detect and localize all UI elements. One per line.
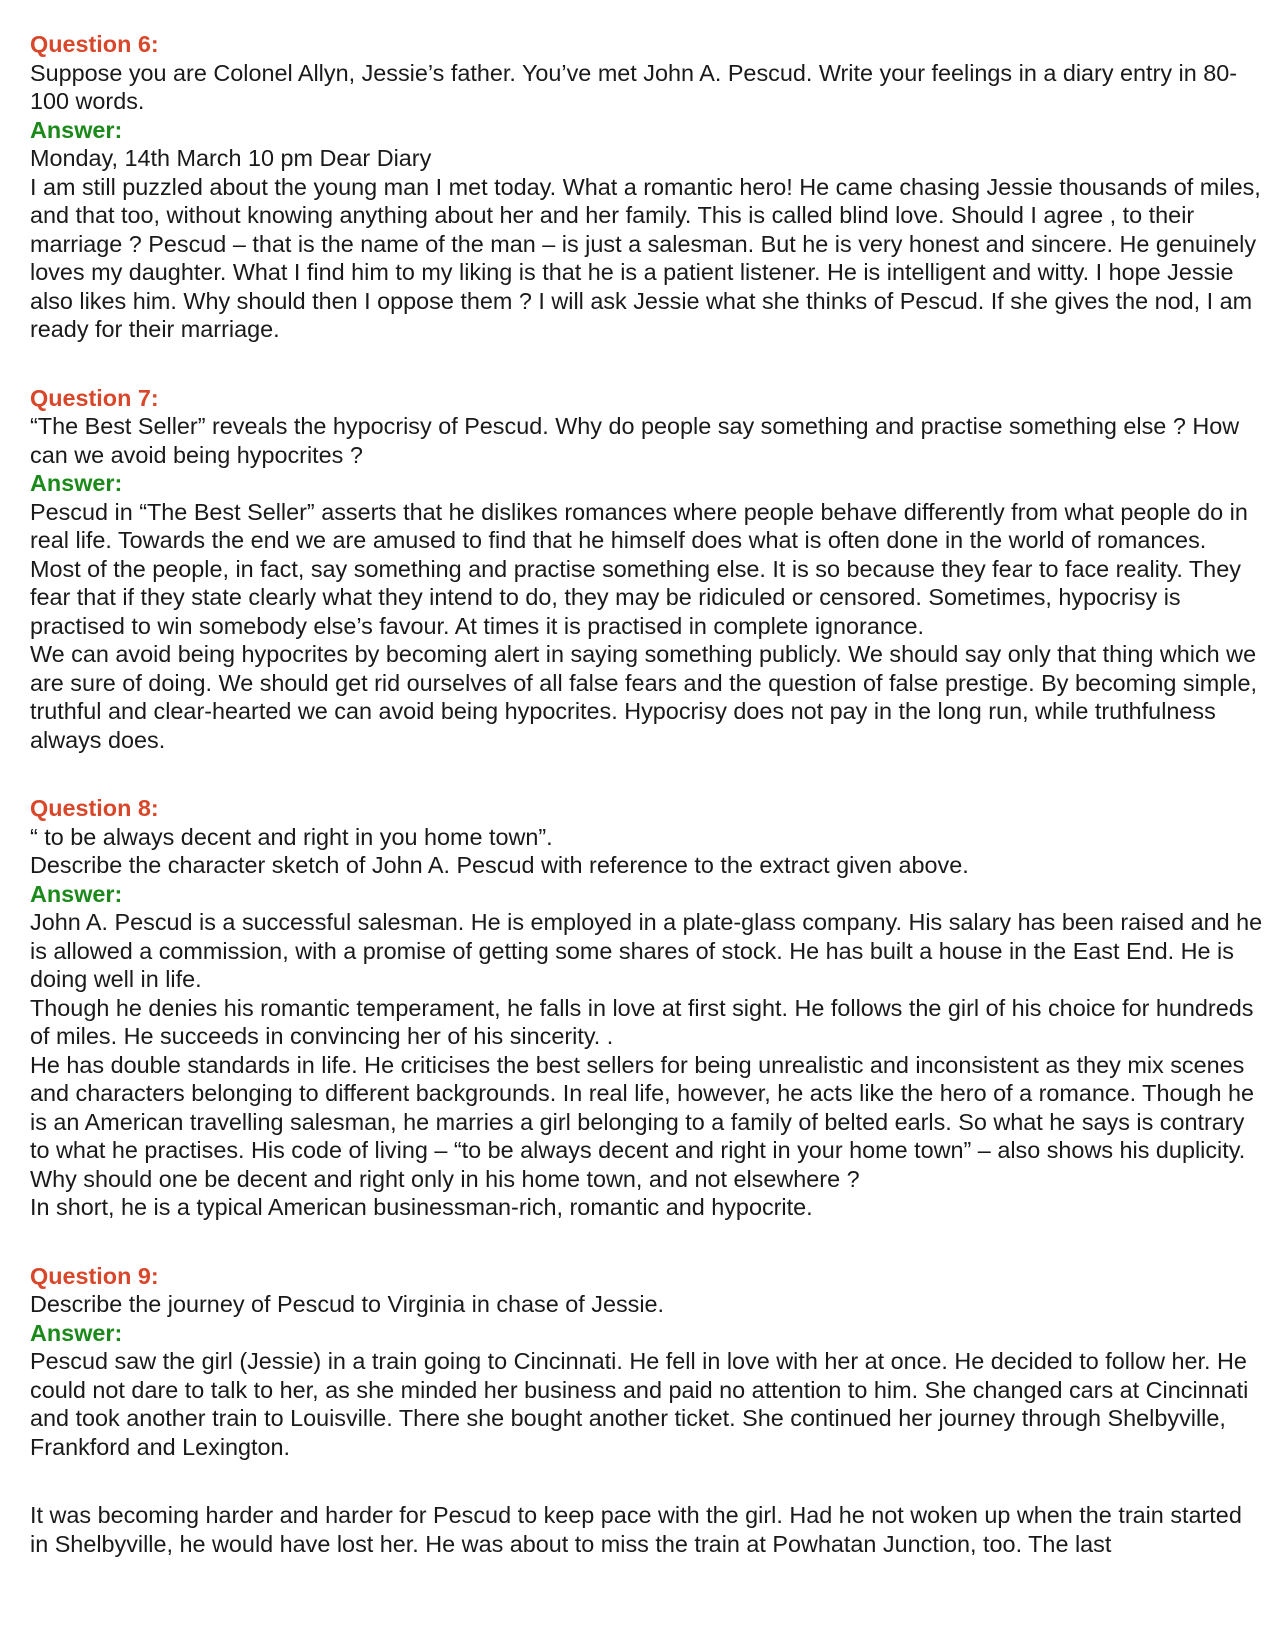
answer-paragraph: Monday, 14th March 10 pm Dear Diary xyxy=(30,145,432,171)
question-text: Suppose you are Colonel Allyn, Jessie’s father. You’ve met John A. Pescud. Write your feelings in a diary entry in 80-100 words. xyxy=(30,59,1238,114)
question-block-9 xyxy=(30,1262,1265,1559)
answer-paragraph: I am still puzzled about the young man I met today. What a romantic hero! He came chasing Jessie thousands of miles, and that too, without knowing anything about her and her family. This is called blind love. Should I agree , to their marriage ? Pescud – that is the name of the man – is just a salesman. But he is very honest and sincere. He genuinely loves my daughter. What I find him to my liking is that he is a patient listener. He is intelligent and witty. I hope Jessie also likes him. Why should then I oppose them ? I will ask Jessie what she thinks of Pescud. If she gives the nod, I am ready for their marriage. xyxy=(30,173,1268,342)
document-page xyxy=(30,30,1269,1558)
paragraph-spacer xyxy=(30,1461,1265,1501)
answer-paragraph: Most of the people, in fact, say something and practise something else. It is so because they fear to face reality. They fear that if they state clearly what they intend to do, they may be ridiculed or censored. Sometimes, hypocrisy is practised to win somebody else’s favour. At times it is practised in complete ignorance. xyxy=(30,555,1248,639)
answer-paragraph: Pescud in “The Best Seller” asserts that he dislikes romances where people behave differently from what people do in real life. Towards the end we are amused to find that he himself does what is often done in the world of romances. xyxy=(30,498,1255,553)
question-label: Question 7: xyxy=(30,384,159,411)
section-spacer xyxy=(30,344,1265,384)
answer-label: Answer: xyxy=(30,116,123,143)
answer-label: Answer: xyxy=(30,880,123,907)
answer-paragraph: In short, he is a typical American businessman-rich, romantic and hypocrite. xyxy=(30,1194,813,1220)
section-spacer xyxy=(30,1222,1265,1262)
question-text: “The Best Seller” reveals the hypocrisy of Pescud. Why do people say something and practise something else ? How can we avoid being hypocrites ? xyxy=(30,413,1246,468)
question-text: “ to be always decent and right in you home town”. xyxy=(30,823,553,850)
question-block-6 xyxy=(30,30,1268,344)
question-label: Question 6: xyxy=(30,31,159,57)
question-block-8 xyxy=(30,794,1269,1222)
answer-paragraph: John A. Pescud is a successful salesman. He is employed in a plate-glass company. His salary has been raised and he is allowed a commission, with a promise of getting some shares of stock. He has built a house in the East End. He is doing well in life. xyxy=(30,909,1269,992)
answer-label: Answer: xyxy=(30,1319,123,1346)
question-label: Question 9: xyxy=(30,1262,159,1289)
answer-label: Answer: xyxy=(30,470,123,496)
question-text: Describe the journey of Pescud to Virginia in chase of Jessie. xyxy=(30,1291,665,1317)
answer-paragraph: He has double standards in life. He criticises the best sellers for being unrealistic and inconsistent as they mix scenes and characters belonging to different backgrounds. In real life, however, he acts like the hero of a romance. Though he is an American travelling salesman, he marries a girl belonging to a family of belted earls. So what he says is contrary to what he practises. His code of living – “to be always decent and right in your home town” – also shows his duplicity. Why should one be decent and right only in his home town, and not elsewhere ? xyxy=(30,1051,1261,1192)
question-text: Describe the character sketch of John A. Pescud with reference to the extract given above. xyxy=(30,852,969,878)
section-spacer xyxy=(30,754,1265,794)
answer-paragraph: We can avoid being hypocrites by becoming alert in saying something publicly. We should say only that thing which we are sure of doing. We should get rid ourselves of all false fears and the question of false prestige. By becoming simple, truthful and clear-hearted we can avoid being hypocrites. Hypocrisy does not pay in the long run, while truthfulness always does. xyxy=(30,641,1264,753)
question-block-7 xyxy=(30,384,1265,755)
answer-paragraph: It was becoming harder and harder for Pescud to keep pace with the girl. Had he not woken up when the train started in Shelbyville, he would have lost her. He was about to miss the train at Powhatan Junction, too. The last xyxy=(30,1502,1249,1557)
question-label: Question 8: xyxy=(30,795,159,821)
answer-paragraph: Though he denies his romantic temperament, he falls in love at first sight. He follows the girl of his choice for hundreds of miles. He succeeds in convincing her of his sincerity. . xyxy=(30,994,1260,1049)
answer-paragraph: Pescud saw the girl (Jessie) in a train going to Cincinnati. He fell in love with her at once. He decided to follow her. He could not dare to talk to her, as she minded her business and paid no attention to him. She changed cars at Cincinnati and took another train to Louisville. There she bought another ticket. She continued her journey through Shelbyville, Frankford and Lexington. xyxy=(30,1348,1255,1460)
